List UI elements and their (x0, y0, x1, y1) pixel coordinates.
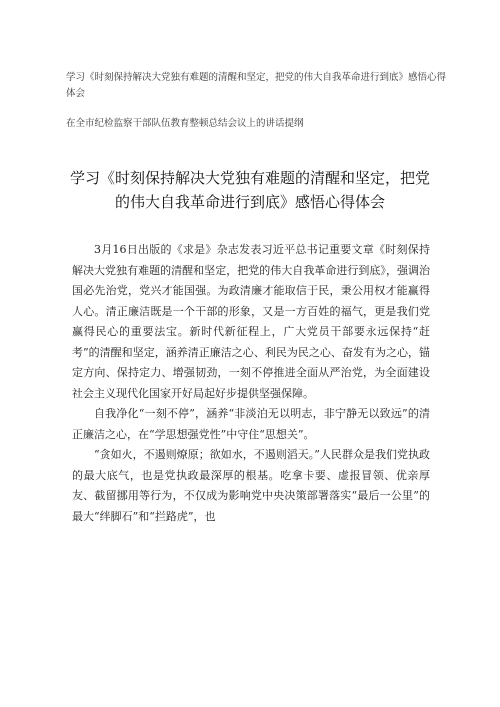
document-body (72, 240, 430, 527)
toc-item-1[interactable]: 学习《时刻保持解决大党独有难题的清醒和坚定，把党的伟大自我革命进行到底》感悟心得体会 (66, 72, 447, 99)
body-paragraph-2: 自我净化“一刻不停”，涵养“非淡泊无以明志，非宁静无以致远”的清正廉洁之心，在“学思想强党性”中守住“思想关”。 (72, 407, 430, 441)
toc-item-2[interactable]: 在全市纪检监察干部队伍教育整顿总结会议上的讲话提纲 (66, 118, 304, 129)
document-title: 学习《时刻保持解决大党独有难题的清醒和坚定，把党的伟大自我革命进行到底》感悟心得体会 (70, 169, 431, 211)
table-of-contents (66, 70, 446, 146)
body-paragraph-3: “贪如火，不遏则燎原；欲如水，不遏则滔天。”人民群众是我们党执政的最大底气，也是党执政最深厚的根基。吃拿卡要、虚报冒领、优亲厚友、截留挪用等行为，不仅成为影响党中央决策部署落实“最后一公里”的最大“绊脚石”和“拦路虎”，也 (72, 448, 430, 523)
body-paragraph-1: 3月16日出版的《求是》杂志发表习近平总书记重要文章《时刻保持解决大党独有难题的清醒和坚定，把党的伟大自我革命进行到底》，强调治国必先治党，党兴才能国强。为政清廉才能取信于民，秉公用权才能赢得人心。清正廉洁既是一个干部的形象，又是一方百姓的福气，更是我们党赢得民心的重要法宝。新时代新征程上，广大党员干部要永远保持“赶考”的清醒和坚定，涵养清正廉洁之心、利民为民之心、奋发有为之心，锚定方向、保持定力、增强韧劲，一刻不停推进全面从严治党，为全面建设社会主义现代化国家开好局起好步提供坚强保障。 (72, 243, 430, 400)
